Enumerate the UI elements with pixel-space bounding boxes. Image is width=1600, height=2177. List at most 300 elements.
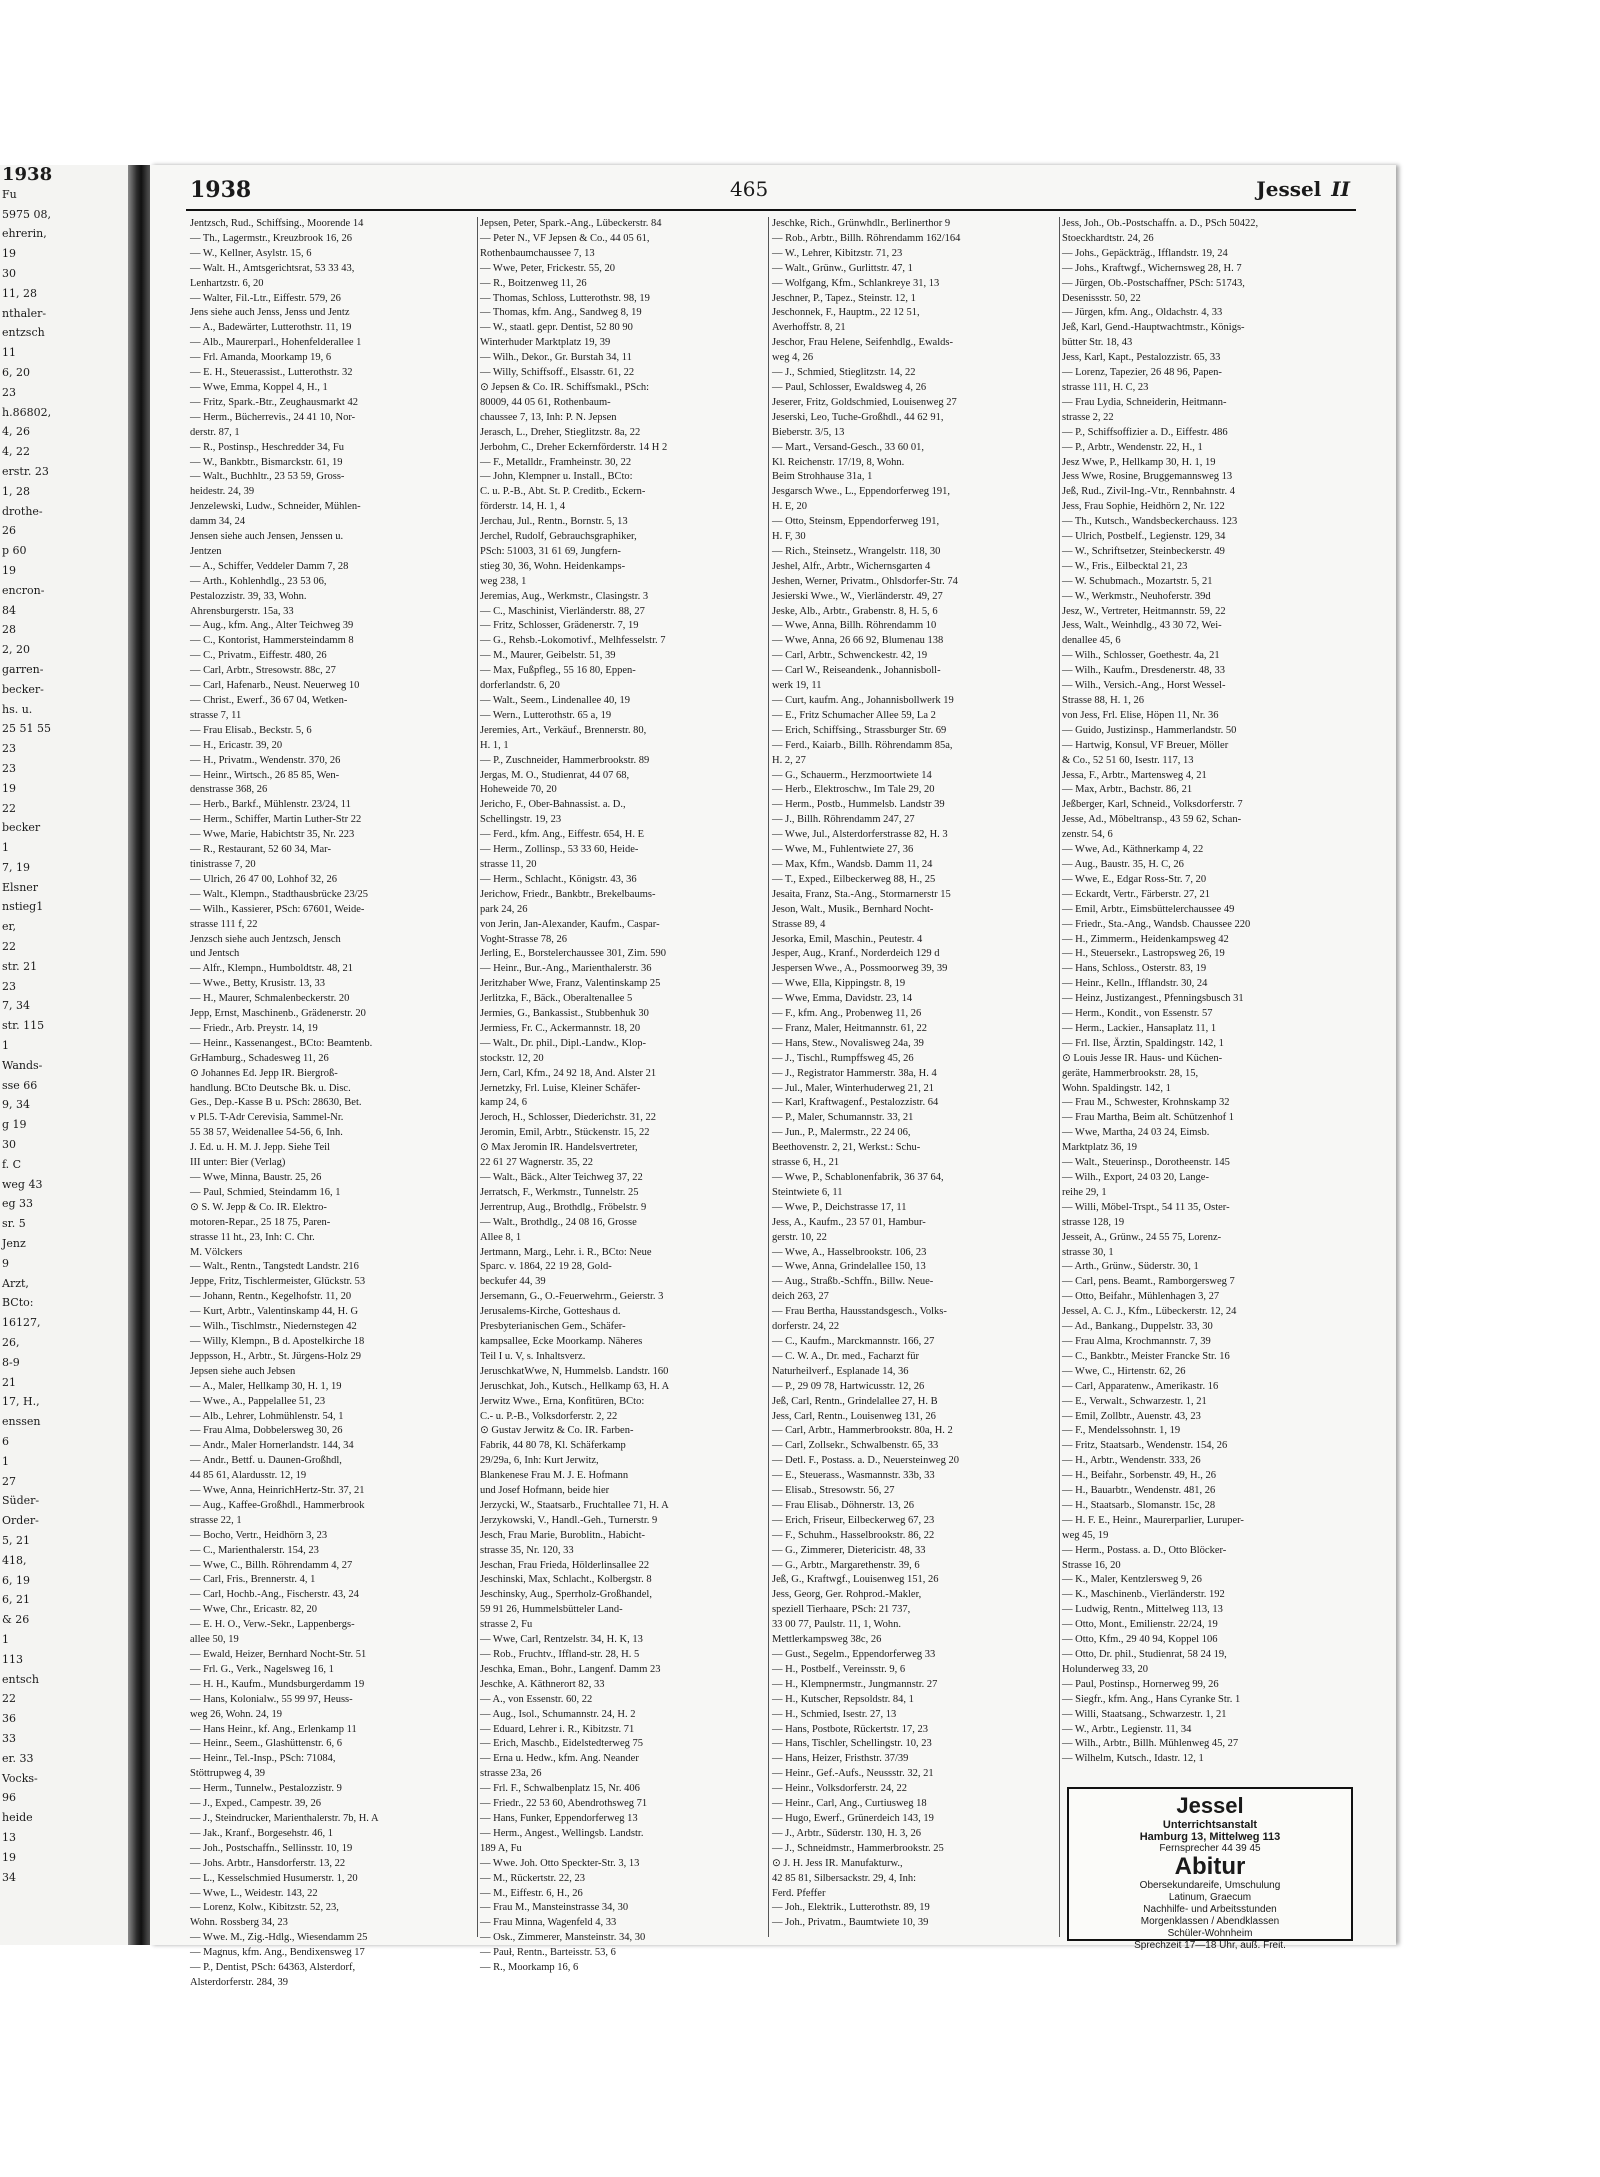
directory-entry: Jeschonnek, F., Hauptm., 22 12 51, [772, 307, 920, 319]
directory-entry: Ahrensburgerstr. 15a, 33 [190, 605, 294, 617]
directory-entry: Jess, Frau Sophie, Heidhörn 2, Nr. 122 [1062, 501, 1225, 513]
directory-entry: — W., staatl. gepr. Dentist, 52 80 90 [480, 322, 633, 334]
advertisement-box [1067, 1787, 1353, 1951]
directory-entry: — Alb., Maurerparl., Hohenfelderallee 1 [190, 337, 362, 349]
directory-entry: — Wwe, Ella, Kippingstr. 8, 19 [772, 978, 906, 990]
directory-entry: — Lorenz, Tapezier, 26 48 96, Papen- [1062, 367, 1222, 379]
directory-entry: — Ludwig, Rentn., Mittelweg 113, 13 [1062, 1604, 1223, 1616]
directory-entry: weg 45, 19 [1062, 1529, 1109, 1541]
directory-entry: derstr. 87, 1 [190, 426, 240, 438]
directory-column-1 [190, 217, 475, 1988]
left-page-fragment-line: 1 [2, 1454, 9, 1468]
left-page-fragment-line: 16127, [2, 1316, 41, 1330]
directory-entry: Alsterdorferstr. 284, 39 [190, 1976, 288, 1988]
left-page-fragment-line: nstieg1 [2, 900, 44, 914]
left-page-fragment-line: encron- [2, 583, 45, 597]
directory-entry: — Carl, Apparatenw., Amerikastr. 16 [1062, 1380, 1219, 1392]
directory-entry: — Ferd., Kaiarb., Billh. Röhrendamm 85a, [772, 739, 953, 751]
directory-entry: — Wwe, Jul., Alsterdorferstrasse 82, H. 3 [772, 829, 948, 841]
directory-entry: — Heinr., Kassenangest., BCto: Beamtenb. [190, 1037, 373, 1049]
directory-entry: 33 00 77, Paulstr. 11, 1, Wohn. [772, 1619, 901, 1631]
directory-entry: Marktplatz 36, 19 [1062, 1142, 1137, 1154]
directory-entry: Jeschan, Frau Frieda, Hölderlinsallee 22 [480, 1559, 650, 1571]
directory-entry: — H., Privatm., Wendenstr. 370, 26 [190, 754, 341, 766]
directory-entry: Jerchau, Jul., Rentn., Bornstr. 5, 13 [480, 516, 628, 528]
directory-entry: — Andr., Maler Hornerlandstr. 144, 34 [190, 1440, 354, 1452]
directory-entry: Bieberstr. 3/5, 13 [772, 426, 845, 438]
ad-line: Nachhilfe- und Arbeitsstunden [1143, 1904, 1277, 1915]
directory-entry: Jensen siehe auch Jensen, Jenssen u. [190, 531, 344, 543]
directory-entry: — G., Zimmerer, Dietericistr. 48, 33 [772, 1544, 926, 1556]
directory-entry: — Frl. Ilse, Ärztin, Spaldingstr. 142, 1 [1062, 1037, 1224, 1049]
directory-entry: — Paul, Postinsp., Hornerweg 99, 26 [1062, 1678, 1219, 1690]
directory-entry: — Wilh., Versich.-Ang., Horst Wessel- [1062, 680, 1226, 692]
left-page-fragment-line: 6 [2, 1435, 9, 1448]
directory-entry: H. 1, 1 [480, 739, 509, 751]
directory-entry: — Wwe, Ad., Käthnerkamp 4, 22 [1062, 844, 1204, 856]
directory-entry: ⊙ S. W. Jepp & Co. IR. Elektro- [190, 1201, 327, 1213]
directory-entry: — Otto, Steinsm, Eppendorferweg 191, [772, 516, 940, 528]
directory-entry: — Walt., Rentn., Tangstedt Landstr. 216 [190, 1261, 359, 1273]
directory-entry: Jesorka, Emil, Maschin., Peutestr. 4 [772, 933, 923, 945]
left-page-fragment-line: 22 [2, 801, 16, 815]
directory-entry: handlung. BCto Deutsche Bk. u. Disc. [190, 1082, 351, 1094]
directory-column-4 [1062, 217, 1357, 1937]
directory-entry: — Wilh., Arbtr., Billh. Mühlenweg 45, 27 [1062, 1738, 1239, 1750]
directory-entry: — Herm., Postass. a. D., Otto Blöcker- [1062, 1544, 1227, 1556]
directory-entry: ⊙ Max Jeromin IR. Handelsvertreter, [480, 1142, 638, 1154]
directory-entry: — F., Schuhm., Hasselbrookstr. 86, 22 [772, 1529, 935, 1541]
directory-entry: — J., Arbtr., Süderstr. 130, H. 3, 26 [772, 1827, 922, 1839]
directory-entry: — Hans, Postbote, Rückertstr. 17, 23 [772, 1723, 929, 1735]
ad-title: Jessel [1176, 1793, 1244, 1818]
left-page-fragment-line: becker [2, 821, 41, 835]
directory-entry: Jepp, Ernst, Maschinenb., Grädenerstr. 20 [190, 1008, 366, 1020]
directory-entry: — Wilh., Tischlmstr., Niedernstegen 42 [190, 1321, 357, 1333]
directory-entry: — Karl, Kraftwagenf., Pestalozzistr. 64 [772, 1097, 939, 1109]
directory-entry: — Willi, Staatsang., Schwarzestr. 1, 21 [1062, 1708, 1227, 1720]
directory-entry: — H. F. E., Heinr., Maurerparlier, Luruper- [1062, 1514, 1244, 1526]
directory-entry: — F., kfm. Ang., Probenweg 11, 26 [772, 1008, 922, 1020]
directory-entry: Jeroch, H., Schlosser, Diederichstr. 31, 22 [480, 1112, 657, 1124]
directory-entry: — Wwe. M., Zig.-Hdlg., Wiesendamm 25 [190, 1932, 368, 1944]
directory-entry: — G., Arbtr., Margarethenstr. 39, 6 [772, 1559, 920, 1571]
directory-entry: Jess, Joh., Ob.-Postschaffn. a. D., PSch 50422, [1062, 218, 1259, 229]
directory-entry: — Carl, Arbtr., Stresowstr. 88c, 27 [190, 665, 336, 677]
directory-entry: gerstr. 10, 22 [772, 1231, 827, 1243]
directory-entry: Jerusalems-Kirche, Gotteshaus d. [480, 1306, 621, 1318]
left-page-fragment-line: 19 [2, 781, 16, 795]
directory-entry: — Frau Alma, Dobbelersweg 30, 26 [190, 1425, 343, 1437]
left-page-fragment-line: 6, 19 [2, 1573, 30, 1587]
directory-entry: — J., Exped., Campestr. 39, 26 [190, 1798, 321, 1810]
directory-entry: — Fritz, Schlosser, Grädenerstr. 7, 19 [480, 620, 639, 632]
directory-entry: Jesper, Aug., Kranf., Norderdeich 129 d [772, 948, 940, 960]
directory-entry: Fabrik, 44 80 78, Kl. Schäferkamp [480, 1440, 626, 1452]
directory-entry: ⊙ J. H. Jess IR. Manufakturw., [772, 1857, 903, 1869]
directory-entry: — Frau Minna, Wagenfeld 4, 33 [480, 1917, 617, 1929]
left-page-fragment-line: Order- [2, 1514, 39, 1528]
left-page-fragment-line: 11, 28 [2, 286, 37, 300]
directory-entry: — Paul, Schlosser, Ewaldsweg 4, 26 [772, 381, 927, 393]
directory-entry: — Frau M., Schwester, Krohnskamp 32 [1062, 1097, 1230, 1109]
directory-entry: strasse 23a, 26 [480, 1768, 542, 1780]
left-page-fragment-line: 5975 08, [2, 207, 51, 221]
directory-entry: Jeson, Walt., Musik., Bernhard Nocht- [772, 903, 934, 915]
left-page-fragment-line: 22 [2, 940, 16, 954]
directory-entry: GrHamburg., Schadesweg 11, 26 [190, 1052, 329, 1064]
directory-entry: — Jürgen, Ob.-Postschaffner, PSch: 51743, [1062, 277, 1245, 289]
left-page-fragment-line: str. 115 [2, 1019, 45, 1033]
directory-entry: Jerasch, L., Dreher, Stieglitzstr. 8a, 22 [480, 426, 641, 438]
directory-entry: — Wwe, P., Schablonenfabrik, 36 37 64, [772, 1172, 944, 1183]
directory-entry: Jess, Karl, Kapt., Pestalozzistr. 65, 33 [1062, 352, 1221, 364]
ad-line: Morgenklassen / Abendklassen [1140, 1916, 1280, 1927]
directory-entry: — Erna u. Hedw., kfm. Ang. Neander [480, 1753, 639, 1765]
directory-entry: — Hans Heinr., kf. Ang., Erlenkamp 11 [190, 1723, 357, 1735]
directory-entry: Jertmann, Marg., Lehr. i. R., BCto: Neue [480, 1246, 652, 1258]
directory-entry: — Ulrich, Postbelf., Legienstr. 129, 34 [1062, 531, 1226, 543]
directory-entry: — P., Zuschneider, Hammerbrookstr. 89 [480, 754, 650, 766]
directory-entry: Jermiess, Fr. C., Ackermannstr. 18, 20 [480, 1022, 641, 1034]
directory-entry: dorferstr. 24, 22 [772, 1321, 840, 1333]
left-page-fragment-line: er, [2, 920, 17, 934]
directory-entry: — Wwe, Emma, Koppel 4, H., 1 [190, 381, 328, 393]
left-page-fragment-line: Elsner [2, 880, 39, 894]
directory-entry: — P., Arbtr., Wendenstr. 22, H., 1 [1062, 441, 1203, 453]
directory-entry: H. F, 30 [772, 531, 806, 543]
directory-entry: — Erich, Friseur, Eilbeckerweg 67, 23 [772, 1514, 935, 1526]
left-page-fragment-line: 4, 26 [2, 425, 30, 439]
left-page-fragment-line: 113 [2, 1652, 23, 1666]
left-page-fragment-line: h.86802, [2, 405, 52, 419]
directory-entry: — L., Kesselschmied Husumerstr. 1, 20 [190, 1872, 358, 1884]
left-page-fragment-line: 17, H., [2, 1395, 40, 1409]
header-year: 1938 [190, 177, 252, 203]
left-page-fragment-line: str. 21 [2, 959, 38, 973]
left-page-fragment-line: & 26 [2, 1613, 30, 1627]
directory-entry: strasse 30, 1 [1062, 1246, 1114, 1258]
directory-entry: — Walt., Klempn., Stadthausbrücke 23/25 [190, 888, 369, 900]
directory-entry: werk 19, 11 [772, 680, 822, 692]
directory-entry: — W., Arbtr., Legienstr. 11, 34 [1062, 1723, 1192, 1735]
directory-entry: — Frau Elisab., Döhnerstr. 13, 26 [772, 1499, 915, 1511]
directory-entry: Jeschke, A. Käthnerort 82, 33 [480, 1678, 605, 1690]
directory-entry: Jeshel, Alfr., Arbtr., Wichernsgarten 4 [772, 560, 931, 572]
directory-entry: — Curt, kaufm. Ang., Johannisbollwerk 19 [772, 695, 954, 706]
directory-entry: und Jentsch [190, 948, 240, 960]
directory-entry: — Hartwig, Konsul, VF Breuer, Möller [1062, 739, 1229, 751]
left-page-fragment-line: Süder- [2, 1494, 40, 1508]
directory-entry: Jentzen [190, 545, 222, 557]
directory-entry: — Elisab., Stresowstr. 56, 27 [772, 1485, 895, 1497]
directory-entry: JeruschkatWwe, N, Hummelsb. Landstr. 160 [480, 1365, 669, 1377]
directory-entry: Jerratsch, F., Werkmstr., Tunnelstr. 25 [480, 1186, 639, 1198]
directory-entry: — Heinz, Justizangest., Pfenningsbusch 31 [1062, 993, 1244, 1005]
directory-entry: — Bocho, Vertr., Heidhörn 3, 23 [190, 1529, 328, 1541]
directory-entry: Beethovenstr. 2, 21, Werkst.: Schu- [772, 1142, 921, 1154]
directory-entry: Jepsen siehe auch Jebsen [190, 1365, 296, 1377]
left-page-fragment-line: 6, 20 [2, 365, 30, 379]
directory-entry: — Wilhelm, Kutsch., Idastr. 12, 1 [1062, 1753, 1204, 1765]
directory-entry: — Walter, Fil.-Ltr., Eiffestr. 579, 26 [190, 292, 341, 304]
directory-entry: — Lorenz, Kolw., Kibitzstr. 52, 23, [190, 1902, 339, 1914]
directory-entry: — Otto, Kfm., 29 40 94, Koppel 106 [1062, 1634, 1218, 1646]
directory-entry: Jenzelewski, Ludw., Schneider, Mühlen- [190, 501, 361, 513]
directory-entry: — G., Rehsb.-Lokomotivf., Melhfesselstr. 7 [480, 635, 666, 647]
directory-entry: — Th., Lagermstr., Kreuzbrook 16, 26 [190, 232, 352, 244]
left-page-fragment-line: entzsch [2, 326, 45, 340]
directory-entry: — Kurt, Arbtr., Valentinskamp 44, H. G [190, 1306, 359, 1318]
directory-entry: Sparc. v. 1864, 22 19 28, Gold- [480, 1261, 612, 1273]
left-page-fragment-line: ehrerin, [2, 227, 47, 241]
directory-entry: — Hans, Tischler, Schellingstr. 10, 23 [772, 1738, 932, 1750]
directory-entry: weg 4, 26 [772, 352, 814, 364]
left-page-fragment-line: 30 [2, 266, 16, 280]
directory-entry: — Heinr., Carl, Ang., Curtiusweg 18 [772, 1798, 927, 1810]
directory-entry: — Pauł, Rentn., Barteisstr. 53, 6 [480, 1947, 616, 1959]
directory-entry: — W., Bankbtr., Bismarckstr. 61, 19 [190, 456, 343, 468]
directory-entry: — E., Steuerass., Wasmannstr. 33b, 33 [772, 1470, 935, 1482]
directory-entry: — Ad., Bankang., Duppelstr. 33, 30 [1062, 1321, 1213, 1333]
directory-entry: beckufer 44, 39 [480, 1276, 546, 1288]
directory-entry: Jeß, G., Kraftwgf., Louisenweg 151, 26 [772, 1574, 939, 1586]
left-page-fragment-line: garren- [2, 662, 44, 676]
directory-entry: — C., Kaufm., Marckmannstr. 166, 27 [772, 1335, 935, 1347]
header-rule [186, 209, 1356, 211]
directory-entry: — P., Dentist, PSch: 64363, Alsterdorf, [190, 1962, 356, 1974]
directory-entry: — Emil, Arbtr., Eimsbüttelerchaussee 49 [1062, 903, 1235, 915]
directory-entry: — Johs., Gepäckträg., Ifflandstr. 19, 24 [1062, 247, 1228, 259]
directory-entry: — Willy, Schiffsoff., Elsasstr. 61, 22 [480, 367, 635, 379]
running-name-text: Jessel [1256, 177, 1322, 201]
directory-entry: — R., Restaurant, 52 60 34, Mar- [190, 844, 331, 856]
directory-entry: — W., Lehrer, Kibitzstr. 71, 23 [772, 247, 903, 259]
directory-entry: — Max, Kfm., Wandsb. Damm 11, 24 [772, 858, 933, 870]
directory-entry: — J., Billh. Röhrendamm 247, 27 [772, 814, 915, 826]
directory-entry: 42 85 81, Silbersackstr. 29, 4, Inh: [772, 1872, 917, 1884]
directory-entry: Jerchel, Rudolf, Gebrauchsgraphiker, [480, 531, 637, 543]
directory-entry: H. E, 20 [772, 501, 807, 513]
left-page-fragment-line: er. 33 [2, 1751, 34, 1765]
left-page-fragment-line: sse 66 [2, 1078, 38, 1092]
left-page-fragment-line: 26 [2, 524, 16, 538]
directory-entry: — Frau Bertha, Hausstandsgesch., Volks- [772, 1306, 947, 1318]
directory-entry: Jersemann, G., O.-Feuerwehrm., Geierstr. 3 [480, 1291, 664, 1303]
directory-entry: Jernetzky, Frl. Luise, Kleiner Schäfer- [480, 1082, 641, 1094]
directory-entry: 59 91 26, Hummelsbütteler Land- [480, 1604, 623, 1616]
directory-entry: Jenzsch siehe auch Jentzsch, Jensch [190, 933, 341, 945]
directory-entry: — Fritz, Spark.-Btr., Zeughausmarkt 42 [190, 396, 358, 408]
directory-entry: reihe 29, 1 [1062, 1186, 1107, 1198]
directory-entry: — Hans, Schloss., Osterstr. 83, 19 [1062, 963, 1207, 975]
directory-entry: strasse 6, H., 21 [772, 1157, 840, 1169]
directory-entry: strasse 2, 22 [1062, 411, 1114, 423]
directory-entry: — Wwe, Carl, Rentzelstr. 34, H. K, 13 [480, 1634, 643, 1646]
directory-entry: — Herm., Bücherrevis., 24 41 10, Nor- [190, 411, 356, 423]
directory-entry: — H., Beifahr., Sorbenstr. 49, H., 26 [1062, 1470, 1216, 1482]
directory-entry: Jeschinsky, Aug., Sperrholz-Großhandel, [480, 1589, 652, 1601]
directory-entry: Averhoffstr. 8, 21 [772, 322, 846, 334]
directory-entry: allee 50, 19 [190, 1634, 239, 1646]
directory-entry: — H., Steuersekr., Lastropsweg 26, 19 [1062, 948, 1225, 960]
directory-entry: — Carl, Arbtr., Schwenckestr. 42, 19 [772, 650, 928, 662]
left-page-fragment-line: 418, [2, 1553, 27, 1567]
directory-entry: stockstr. 12, 20 [480, 1052, 544, 1064]
left-page-fragment-line: 28 [2, 623, 16, 637]
left-page-fragment-line: drothe- [2, 504, 43, 518]
directory-entry: — Frau Alma, Krochmannstr. 7, 39 [1062, 1335, 1211, 1347]
directory-entry: von Jess, Frl. Elise, Höpen 11, Nr. 36 [1062, 709, 1219, 721]
directory-entry: Stöttrupweg 4, 39 [190, 1768, 265, 1780]
left-page-fragment-line: 27 [2, 1474, 16, 1488]
directory-entry: — Thomas, kfm. Ang., Sandweg 8, 19 [480, 307, 642, 319]
directory-entry: — Wwe, Minna, Baustr. 25, 26 [190, 1172, 322, 1183]
directory-entry: — Osk., Zimmerer, Mansteinstr. 34, 30 [480, 1932, 646, 1944]
directory-entry: — Wwe, Anna, Grindelallee 150, 13 [772, 1261, 926, 1273]
ad-line: Schüler-Wohnheim [1167, 1928, 1253, 1939]
left-page-fragment-line: 7, 19 [2, 860, 30, 874]
directory-entry: ⊙ Gustav Jerwitz & Co. IR. Farben- [480, 1425, 634, 1437]
directory-entry: strasse 22, 1 [190, 1514, 242, 1526]
directory-entry: 44 85 61, Alardusstr. 12, 19 [190, 1470, 307, 1482]
directory-entry: — Carl W., Reiseandenk., Johannisboll- [772, 665, 941, 677]
directory-entry: Jeß, Karl, Gend.-Hauptwachtmstr., Königs- [1062, 322, 1245, 334]
directory-entry: — J., Tischl., Rumpffsweg 45, 26 [772, 1052, 914, 1064]
directory-entry: — Walt., Seem., Lindenallee 40, 19 [480, 695, 631, 706]
directory-entry: — Joh., Postschaffn., Sellinsstr. 10, 19 [190, 1842, 353, 1854]
directory-entry: — Walt., Grünw., Gurlittstr. 47, 1 [772, 262, 913, 274]
directory-entry: Jeß, Rud., Zivil-Ing.-Vtr., Rennbahnstr. 4 [1062, 486, 1235, 498]
directory-entry: — Max, Fußpfleg., 55 16 80, Eppen- [480, 665, 636, 677]
directory-entry: Jess Wwe, Rosine, Bruggemannsweg 13 [1062, 471, 1233, 483]
directory-entry: strasse 111 f, 22 [190, 918, 258, 930]
directory-entry: — Herm., Angest., Wellingsb. Landstr. [480, 1827, 644, 1839]
directory-entry: — C., Maschinist, Vierländerstr. 88, 27 [480, 605, 645, 617]
directory-entry: — Wwe, Chr., Ericastr. 82, 20 [190, 1604, 317, 1616]
left-page-fragment-line: 1, 28 [2, 484, 30, 498]
directory-entry: — H., Postbelf., Vereinsstr. 9, 6 [772, 1663, 906, 1675]
directory-entry: — Christ., Ewerf., 36 67 04, Wetken- [190, 695, 348, 706]
directory-entry: Desenissstr. 50, 22 [1062, 292, 1141, 304]
directory-entry: Jens siehe auch Jenss, Jenss und Jentz [190, 307, 350, 319]
directory-entry: — Friedr., Arb. Preystr. 14, 19 [190, 1022, 318, 1034]
directory-entry: geräte, Hammerbrookstr. 28, 15, [1062, 1067, 1199, 1079]
directory-entry: Allee 8, 1 [480, 1231, 522, 1243]
directory-entry: — H., Zimmerm., Heidenkampsweg 42 [1062, 933, 1229, 945]
left-page-fragment-line: nthaler- [2, 306, 47, 320]
directory-entry: — M., Rückertstr. 22, 23 [480, 1872, 585, 1884]
left-page-fragment-line: 1 [2, 841, 9, 855]
directory-entry: — Friedr., 22 53 60, Abendrothsweg 71 [480, 1798, 648, 1810]
directory-entry: denstrasse 368, 26 [190, 784, 268, 796]
directory-entry: — Hugo, Ewerf., Grünerdeich 143, 19 [772, 1812, 934, 1824]
directory-entry: — A., Maler, Hellkamp 30, H. 1, 19 [190, 1380, 342, 1392]
directory-entry: — Heinr., Volksdorferstr. 24, 22 [772, 1783, 907, 1795]
directory-entry: Jericho, F., Ober-Bahnassist. a. D., [480, 799, 626, 811]
directory-entry: — Frau Elisab., Beckstr. 5, 6 [190, 724, 312, 736]
directory-entry: — Mart., Versand-Gesch., 33 60 01, [772, 441, 925, 453]
directory-entry: kamp 24, 6 [480, 1097, 527, 1109]
directory-entry: — Walt., Brothdlg., 24 08 16, Grosse [480, 1216, 637, 1228]
directory-entry: — Jak., Kranf., Borgesehstr. 46, 1 [190, 1827, 333, 1839]
directory-entry: — Wwe. Joh. Otto Speckter-Str. 3, 13 [480, 1857, 640, 1869]
directory-entry: 29/29a, 6, Inh: Kurt Jerwitz, [480, 1455, 599, 1467]
directory-entry: — H., Ericastr. 39, 20 [190, 739, 283, 751]
directory-entry: Wohn. Rossberg 34, 23 [190, 1917, 288, 1929]
directory-entry: Jeschke, Rich., Grünwhdlr., Berlinerthor 9 [772, 218, 951, 229]
directory-entry: — F., Mendelssohnstr. 1, 19 [1062, 1425, 1181, 1437]
directory-entry: — Carl, pens. Beamt., Ramborgersweg 7 [1062, 1276, 1235, 1288]
directory-entry: — Otto, Dr. phil., Studienrat, 58 24 19, [1062, 1649, 1227, 1660]
directory-entry: — Heinr., Wirtsch., 26 85 85, Wen- [190, 769, 340, 781]
directory-entry: — Carl, Hafenarb., Neust. Neuerweg 10 [190, 680, 360, 692]
directory-entry: Jergas, M. O., Studienrat, 44 07 68, [480, 769, 630, 781]
directory-entry: — Wwe, A., Hasselbrookstr. 106, 23 [772, 1246, 927, 1258]
directory-entry: von Jerin, Jan-Alexander, Kaufm., Caspar- [480, 918, 660, 930]
left-page-fragment-line: 25 51 55 [2, 722, 51, 736]
directory-entry: — Max, Arbtr., Bachstr. 86, 21 [1062, 784, 1193, 796]
directory-entry: deich 263, 27 [772, 1291, 829, 1303]
directory-entry: dorferlandstr. 6, 20 [480, 680, 560, 692]
directory-entry: — Hans, Stew., Novalisweg 24a, 39 [772, 1037, 924, 1049]
directory-entry: Schellingstr. 19, 23 [480, 814, 562, 826]
directory-entry: — H., Klempnermstr., Jungmannstr. 27 [772, 1678, 938, 1690]
directory-entry: — Thomas, Schloss, Lutterothstr. 98, 19 [480, 292, 650, 304]
directory-entry: Jespersen Wwe., A., Possmoorweg 39, 39 [772, 963, 948, 975]
directory-entry: Beim Strohhause 31a, 1 [772, 471, 873, 483]
directory-entry: — Ferd., kfm. Ang., Eiffestr. 654, H. E [480, 829, 645, 841]
directory-entry: — John, Klempner u. Install., BCto: [480, 471, 633, 483]
directory-entry: — Joh., Elektrik., Lutterothstr. 89, 19 [772, 1902, 930, 1914]
left-page-fragment-line: 36 [2, 1712, 16, 1726]
directory-entry: — Gust., Segelm., Eppendorferweg 33 [772, 1649, 936, 1660]
directory-entry: — Magnus, kfm. Ang., Bendixensweg 17 [190, 1947, 365, 1959]
directory-entry: Jess, Georg, Ger. Rohprod.-Makler, [772, 1589, 922, 1601]
directory-entry: H. 2, 27 [772, 754, 806, 766]
directory-entry: tinistrasse 7, 20 [190, 858, 256, 870]
left-page-fragment-line: 19 [2, 247, 16, 261]
directory-entry: — Fritz, Staatsarb., Wendenstr. 154, 26 [1062, 1440, 1228, 1452]
directory-entry: Jermies, G., Bankassist., Stubbenhuk 30 [480, 1008, 649, 1020]
directory-entry: weg 26, Wohn. 24, 19 [190, 1708, 282, 1720]
directory-entry: — Carl, Hochb.-Ang., Fischerstr. 43, 24 [190, 1589, 359, 1601]
directory-entry: Jeruschkat, Joh., Kutsch., Hellkamp 63, H. A [480, 1380, 670, 1392]
directory-entry: — H. H., Kaufm., Mundsburgerdamm 19 [190, 1678, 365, 1690]
directory-entry: — Alfr., Klempn., Humboldtstr. 48, 21 [190, 963, 354, 975]
directory-entry: — Heinr., Seem., Glashüttenstr. 6, 6 [190, 1738, 342, 1750]
directory-entry: Ferd. Pfeffer [772, 1887, 826, 1899]
directory-entry: Steintwiete 6, 11 [772, 1186, 843, 1198]
directory-entry: Lenhartzstr. 6, 20 [190, 277, 264, 289]
directory-entry: Jess, A., Kaufm., 23 57 01, Hambur- [772, 1216, 926, 1228]
directory-entry: — R., Boitzenweg 11, 26 [480, 277, 587, 289]
directory-entry: zenstr. 54, 6 [1062, 829, 1113, 841]
ad-line: Latinum, Graecum [1168, 1892, 1252, 1903]
directory-entry: Jess, Walt., Weinhdlg., 43 30 72, Wei- [1062, 620, 1222, 632]
book-gutter [128, 165, 150, 1945]
left-page-fragment-line: g 19 [2, 1118, 27, 1132]
directory-entry: Jerling, E., Borstelerchaussee 301, Zim. 590 [480, 948, 667, 960]
directory-entry: — J., Registrator Hammerstr. 38a, H. 4 [772, 1067, 937, 1079]
left-page-fragment-line: 1 [2, 1632, 9, 1646]
directory-entry: — Wwe, Martha, 24 03 24, Eimsb. [1062, 1127, 1210, 1139]
directory-entry: Jeserer, Fritz, Goldschmied, Louisenweg 27 [772, 396, 957, 408]
directory-entry: Jerichow, Friedr., Bankbtr., Brekelbaums- [480, 888, 656, 900]
left-page-fragment [0, 165, 128, 1945]
directory-entry: — Johann, Rentn., Kegelhofstr. 11, 20 [190, 1291, 352, 1303]
directory-entry: Jern, Carl, Kfm., 24 92 18, And. Alster 21 [480, 1067, 657, 1079]
